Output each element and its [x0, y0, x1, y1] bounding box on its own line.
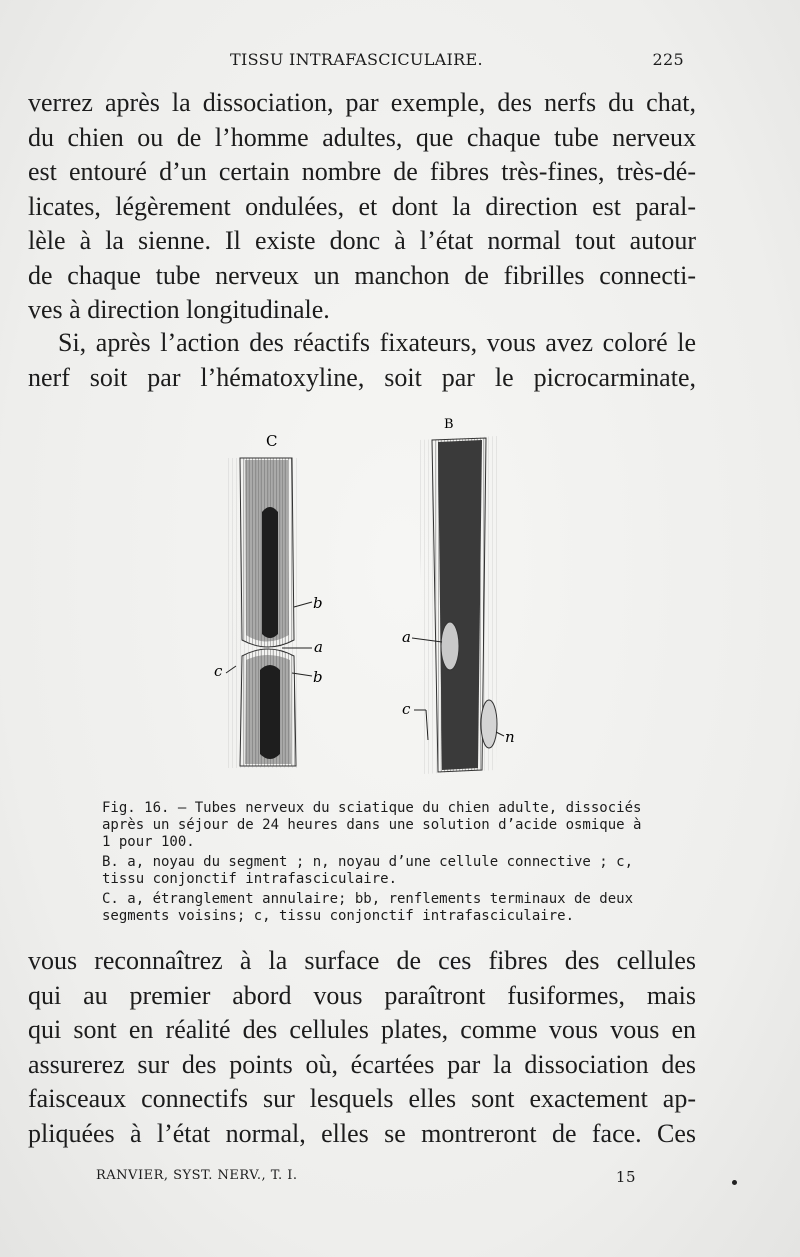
label-b-bottom: b: [313, 668, 323, 686]
tube-b: [412, 436, 504, 774]
label-c-c: c: [214, 662, 223, 680]
paragraph-bottom: [28, 944, 696, 1151]
tube-c: [226, 458, 312, 768]
text-line: verrez après la dissociation, par exemple, des nerfs du chat,: [28, 88, 696, 117]
page-footer: [96, 1168, 636, 1188]
text-line: ves à direction longitudinale.: [28, 295, 330, 324]
text-line: vous reconnaîtrez à la surface de ces fibres des cellules: [28, 946, 696, 975]
printer-dot: [732, 1180, 737, 1185]
text-line: qui au premier abord vous paraîtront fusiformes, mais: [28, 980, 696, 1010]
text-line: nerf soit par l’hématoxyline, soit par le picrocarminate,: [28, 362, 696, 392]
figure-16: [0, 410, 800, 790]
running-title: TISSU INTRAFASCICULAIRE.: [230, 50, 483, 69]
text-line: de chaque tube nerveux un manchon de fibrilles connecti-: [28, 260, 696, 290]
figure-label-c: C: [266, 432, 278, 450]
text-line: assurerez sur des points où, écartées par la dissociation des: [28, 1049, 696, 1079]
caption-part-b: B. a, noyau du segment ; n, noyau d’une cellule connective ; c, tissu conjonctif intrafasciculaire.: [102, 854, 634, 887]
folio-number: 15: [615, 1168, 636, 1186]
label-c-b: c: [402, 700, 411, 718]
text-line: lèle à la sienne. Il existe donc à l’état normal tout autour: [28, 226, 696, 255]
text-line: est entouré d’un certain nombre de fibres très-fines, très-dé-: [28, 157, 696, 186]
label-a-c: a: [314, 638, 323, 656]
caption-part-c: C. a, étranglement annulaire; bb, renflements terminaux de deux segments voisins; c, tissu conjonctif intrafasciculaire.: [102, 891, 634, 924]
text-line: Si, après l’action des réactifs fixateurs, vous avez coloré le: [58, 328, 696, 357]
label-a-b: a: [402, 628, 411, 646]
paragraph-top: [28, 86, 696, 328]
running-head: [44, 50, 684, 72]
label-n: n: [505, 728, 515, 746]
text-line: du chien ou de l’homme adultes, que chaque tube nerveux: [28, 122, 696, 152]
figure-caption: [102, 800, 642, 925]
text-line: pliquées à l’état normal, elles se montreront de face. Ces: [28, 1118, 696, 1148]
paragraph-si: [28, 326, 696, 395]
text-line: licates, légèrement ondulées, et dont la direction est paral-: [28, 191, 696, 221]
nerve-tubes-illustration: [0, 410, 800, 790]
text-line: qui sont en réalité des cellules plates, comme vous vous en: [28, 1015, 696, 1044]
signature-mark: RANVIER, SYST. NERV., T. I.: [96, 1168, 298, 1183]
page-number: 225: [652, 50, 684, 69]
caption-main: Fig. 16. — Tubes nerveux du sciatique du chien adulte, dissociés après un séjour de 24 heures dans une solution d’acide osmique à 1 pour 100.: [102, 800, 642, 850]
text-line: faisceaux connectifs sur lesquels elles sont exactement ap-: [28, 1084, 696, 1113]
label-b-top: b: [313, 594, 323, 612]
figure-label-b: B: [444, 417, 454, 432]
